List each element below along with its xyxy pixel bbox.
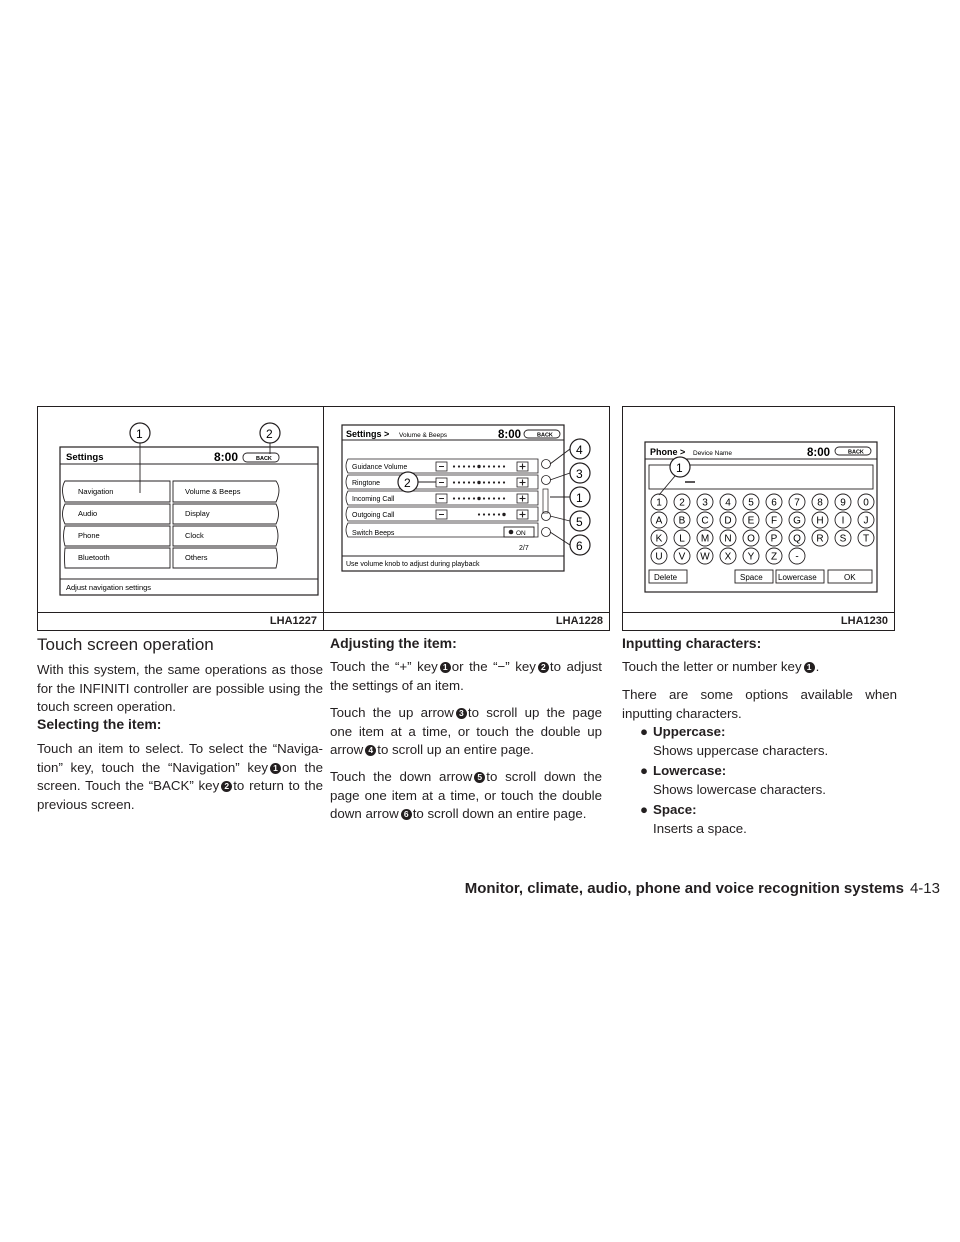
char-key-label: E xyxy=(747,515,755,527)
char-key-label: Z xyxy=(770,551,778,563)
char-key-label: - xyxy=(795,551,799,563)
char-key-label: Q xyxy=(793,533,801,545)
char-key-label: 2 xyxy=(679,497,685,509)
callout-3-icon: 3 xyxy=(456,708,467,719)
row-incoming: Incoming Call xyxy=(352,496,395,503)
callout-1-icon: 1 xyxy=(804,662,815,673)
option-title: Space: xyxy=(653,802,697,817)
level-dot xyxy=(473,497,475,499)
level-dot xyxy=(477,465,480,468)
level-dot xyxy=(493,481,495,483)
screen-title: Settings > xyxy=(346,429,390,439)
scroll-up-paragraph xyxy=(330,704,602,760)
screen-title: Phone > xyxy=(650,447,686,457)
char-key-label: D xyxy=(724,515,732,527)
option-lowercase xyxy=(640,762,897,800)
char-key-label: 1 xyxy=(656,497,662,509)
selecting-paragraph xyxy=(37,740,323,814)
level-dot xyxy=(503,465,505,467)
status-line: Use volume knob to adjust during playback xyxy=(346,561,480,568)
back-label: BACK xyxy=(537,432,553,439)
char-key-label: W xyxy=(700,551,710,563)
callout-6-icon: 6 xyxy=(401,809,412,820)
option-text: Shows lowercase characters. xyxy=(653,781,826,797)
option-text: Shows uppercase characters. xyxy=(653,742,829,758)
back-label: BACK xyxy=(848,449,864,456)
char-key-label: 4 xyxy=(725,497,731,509)
char-key-label: T xyxy=(862,533,870,545)
char-key-label: Y xyxy=(747,551,755,563)
level-dot xyxy=(458,481,460,483)
text-run: Touch the “+” key xyxy=(330,659,438,674)
page-number: 4-13 xyxy=(909,880,940,897)
option-text: Inserts a space. xyxy=(653,820,747,836)
level-dot xyxy=(463,465,465,467)
inputting-paragraph xyxy=(622,658,897,677)
key-bluetooth: Bluetooth xyxy=(78,553,110,562)
char-key-label: M xyxy=(700,533,710,545)
settings-screen-diagram xyxy=(38,407,322,613)
text-run: Touch the down arrow xyxy=(330,769,473,784)
adjusting-paragraph xyxy=(330,658,602,695)
level-dot xyxy=(463,481,465,483)
page-indicator: 2/7 xyxy=(519,545,529,552)
level-dot xyxy=(498,513,500,515)
chapter-title: Monitor, climate, audio, phone and voice recognition systems xyxy=(464,880,904,897)
figure-volume-beeps xyxy=(323,406,610,631)
text-run: to adjust the settings of an item. xyxy=(330,659,602,693)
level-dot xyxy=(493,513,495,515)
screen-title: Settings xyxy=(66,452,104,463)
option-space xyxy=(640,801,897,839)
level-dot xyxy=(493,465,495,467)
char-key-label: R xyxy=(816,533,824,545)
row-outgoing: Outgoing Call xyxy=(352,512,395,519)
char-key-label: O xyxy=(747,533,755,545)
character-keys xyxy=(651,494,874,564)
callout-number: 1 xyxy=(576,491,583,505)
char-key-label: 7 xyxy=(794,497,800,509)
char-key-label: I xyxy=(841,515,845,527)
char-key-label: A xyxy=(655,515,663,527)
callout-number: 6 xyxy=(576,539,583,553)
option-title: Uppercase: xyxy=(653,724,726,739)
level-dot xyxy=(483,465,485,467)
figure-rule xyxy=(623,612,894,613)
callout-4-icon: 4 xyxy=(365,745,376,756)
level-dot xyxy=(483,513,485,515)
option-uppercase xyxy=(640,723,897,761)
row-switch-beeps: Switch Beeps xyxy=(352,530,395,537)
bullet-icon: ● xyxy=(640,724,649,739)
level-dot xyxy=(453,465,455,467)
switch-on: ON xyxy=(516,530,526,537)
callout-1: 1 xyxy=(676,461,683,475)
section-heading: Touch screen operation xyxy=(37,635,214,654)
char-key-label: C xyxy=(701,515,709,527)
level-dot xyxy=(473,481,475,483)
text-run: or the “−” key xyxy=(451,659,536,674)
row-guidance: Guidance Volume xyxy=(352,464,408,471)
bullet-icon: ● xyxy=(640,763,649,778)
callout-number: 5 xyxy=(576,515,583,529)
subheading-inputting: Inputting characters: xyxy=(622,635,762,651)
callout-5-icon: 5 xyxy=(474,772,485,783)
char-key-label: P xyxy=(770,533,778,545)
char-key-label: N xyxy=(724,533,732,545)
key-audio: Audio xyxy=(78,509,98,518)
text-run: . xyxy=(815,659,820,674)
key-clock: Clock xyxy=(185,531,204,540)
level-dot xyxy=(483,497,485,499)
level-dot xyxy=(468,497,470,499)
option-list xyxy=(640,723,897,839)
clock-time: 8:00 xyxy=(214,450,239,464)
char-key-label: B xyxy=(678,515,686,527)
level-dot xyxy=(458,465,460,467)
callout-2-icon: 2 xyxy=(221,781,232,792)
ok-key: OK xyxy=(844,573,856,582)
key-others: Others xyxy=(185,553,208,562)
keyboard-screen-diagram xyxy=(623,407,893,613)
callout-1: 1 xyxy=(136,427,143,441)
level-dot xyxy=(488,497,490,499)
char-key-label: J xyxy=(863,515,869,527)
row-ringtone: Ringtone xyxy=(352,480,381,487)
level-dot xyxy=(488,481,490,483)
lowercase-key: Lowercase xyxy=(778,573,817,582)
char-key-label: U xyxy=(655,551,663,563)
subheading-selecting: Selecting the item: xyxy=(37,716,162,732)
level-dot xyxy=(498,481,500,483)
text-run: on the screen. Touch the “BACK” key xyxy=(37,759,323,793)
text-run: Touch the up arrow xyxy=(330,705,454,720)
char-key-label: 8 xyxy=(817,497,823,509)
option-title: Lowercase: xyxy=(653,763,727,778)
level-dot xyxy=(483,481,485,483)
text-run: to scroll down an entire page. xyxy=(412,806,587,821)
char-key-label: K xyxy=(655,533,663,545)
key-display: Display xyxy=(185,509,210,518)
level-dot xyxy=(503,497,505,499)
level-dot xyxy=(498,497,500,499)
clock-time: 8:00 xyxy=(498,429,522,441)
callout-number: 2 xyxy=(404,476,411,490)
page-footer xyxy=(0,880,940,897)
subheading-adjusting: Adjusting the item: xyxy=(330,635,457,651)
char-key-label: 6 xyxy=(771,497,777,509)
char-key-label: H xyxy=(816,515,824,527)
level-dot xyxy=(468,465,470,467)
back-label: BACK xyxy=(256,456,272,462)
volume-screen-diagram xyxy=(324,407,608,613)
level-dot xyxy=(458,497,460,499)
screen-subtitle: Device Name xyxy=(693,450,733,457)
figure-code: LHA1230 xyxy=(840,615,888,627)
scroll-down-paragraph xyxy=(330,768,602,824)
key-navigation: Navigation xyxy=(78,487,114,496)
level-dot xyxy=(502,513,505,516)
callout-2: 2 xyxy=(266,427,273,441)
char-key-label: S xyxy=(839,533,847,545)
status-line: Adjust navigation settings xyxy=(66,583,152,592)
figure-rule xyxy=(38,612,323,613)
bullet-icon: ● xyxy=(640,802,649,817)
space-key: Space xyxy=(740,573,763,582)
text-run: to scroll up an entire page. xyxy=(377,742,534,757)
clock-time: 8:00 xyxy=(807,447,831,459)
level-dot xyxy=(477,481,480,484)
char-key-label: G xyxy=(793,515,801,527)
intro-paragraph: With this system, the same operations as those for the INFINITI controller are possible using the touch screen operation. xyxy=(37,662,323,714)
level-dot xyxy=(488,513,490,515)
callout-2-icon: 2 xyxy=(538,662,549,673)
key-volume-beeps: Volume & Beeps xyxy=(185,487,241,496)
figure-code: LHA1228 xyxy=(555,615,603,627)
delete-key: Delete xyxy=(654,573,678,582)
level-dot xyxy=(463,497,465,499)
callout-1-icon: 1 xyxy=(270,763,281,774)
text-run: Touch an item to select. To select the “Naviga-tion” key, touch the “Navigation” key xyxy=(37,741,323,775)
level-dot xyxy=(488,465,490,467)
figure-code: LHA1227 xyxy=(269,615,317,627)
char-key-label: L xyxy=(679,533,685,545)
figure-device-name xyxy=(622,406,895,631)
char-key-label: 5 xyxy=(748,497,754,509)
text-run: to scroll up the page one item at a time, or touch the double up arrow xyxy=(330,705,602,757)
level-dot xyxy=(477,497,480,500)
callout-number: 4 xyxy=(576,443,583,457)
screen-subtitle: Volume & Beeps xyxy=(399,432,448,439)
options-paragraph: There are some options available when inputting characters. xyxy=(622,687,897,721)
char-key-label: X xyxy=(724,551,732,563)
level-dot xyxy=(453,481,455,483)
level-dot xyxy=(503,481,505,483)
level-dot xyxy=(493,497,495,499)
level-dot xyxy=(498,465,500,467)
char-key-label: 3 xyxy=(702,497,708,509)
callout-1-icon: 1 xyxy=(440,662,451,673)
level-dot xyxy=(478,513,480,515)
text-run: to scroll down the page one item at a time, or touch the double down arrow xyxy=(330,769,602,821)
level-dot xyxy=(468,481,470,483)
level-dot xyxy=(453,497,455,499)
char-key-label: 9 xyxy=(840,497,846,509)
level-dot xyxy=(473,465,475,467)
text-run: Touch the letter or number key xyxy=(622,659,802,674)
text-run: to return to the previous screen. xyxy=(37,778,323,812)
callout-number: 3 xyxy=(576,467,583,481)
figure-settings xyxy=(37,406,324,631)
figure-rule xyxy=(324,612,609,613)
key-phone: Phone xyxy=(78,531,100,540)
char-key-label: V xyxy=(678,551,686,563)
char-key-label: F xyxy=(770,515,778,527)
char-key-label: 0 xyxy=(863,497,869,509)
